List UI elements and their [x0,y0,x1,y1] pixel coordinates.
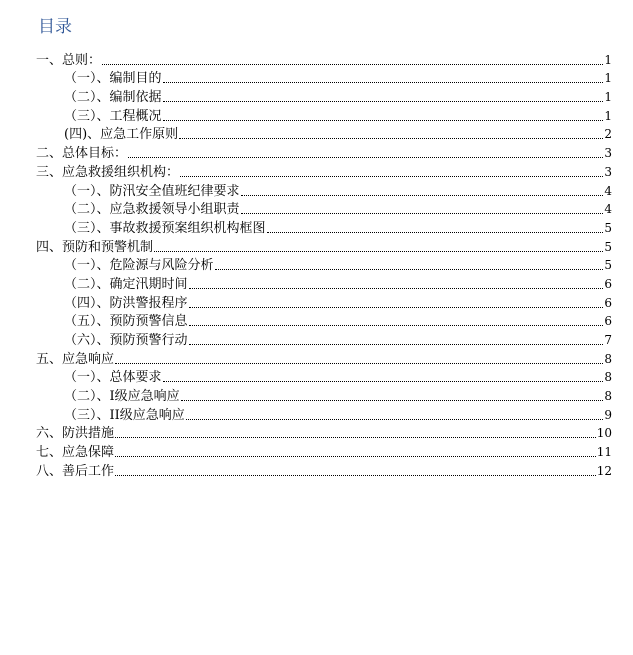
toc-entry-label: （一）、危险源与风险分析 [64,258,214,274]
dot-leader [163,82,604,83]
dot-leader [189,325,604,326]
toc-entry-label: （三）、II级应急响应 [64,407,185,423]
toc-entry-page-number: 3 [604,146,612,161]
dot-leader [189,307,604,308]
toc-entry-page-number: 6 [604,314,612,329]
toc-entry-page-number: 6 [604,295,612,310]
toc-entry-page-number: 1 [604,52,612,67]
dot-leader [215,269,604,270]
toc-entry-label: （五）、预防预警信息 [64,314,188,330]
toc-entry[interactable] [0,86,633,105]
toc-entry-page-number: 2 [604,127,612,142]
toc-entry-page-number: 10 [596,426,612,441]
toc-entry[interactable] [0,292,633,311]
toc-entry-page-number: 5 [604,239,612,254]
toc-entry[interactable] [0,255,633,274]
toc-entry[interactable] [0,199,633,218]
toc-entry-page-number: 9 [604,407,612,422]
dot-leader [189,288,604,289]
toc-entry-label: 七、应急保障 [36,445,115,461]
toc-entry-page-number: 7 [604,333,612,347]
toc-entry-label: （三）、工程概况 [64,108,162,124]
toc-entry-label: 八、善后工作 [36,463,115,479]
dot-leader [163,381,604,382]
toc-entry[interactable] [0,441,633,460]
toc-entry-page-number: 8 [604,389,612,404]
dot-leader [181,400,604,401]
dot-leader [179,138,603,139]
toc-entry-page-number: 1 [604,108,612,123]
toc-entry-label: 三、应急救援组织机构： [36,164,180,180]
toc-entry-page-number: 5 [604,220,612,235]
toc-entry-page-number: 12 [596,463,612,478]
toc-entry-label: 四、预防和预警机制 [36,239,154,255]
toc-entry-page-number: 5 [604,258,612,273]
toc-entry-label: （四）、防洪警报程序 [64,295,188,311]
toc-entry-page-number: 4 [604,202,612,217]
toc-entry-label: （二）、编制依据 [64,90,162,106]
toc-entry[interactable] [0,367,633,386]
toc-entry-page-number: 8 [604,370,612,385]
dot-leader [241,213,604,214]
toc-entry-page-number: 8 [604,351,612,366]
toc-entry-label: （二）、I级应急响应 [64,389,180,405]
dot-leader [128,157,603,158]
toc-entry[interactable] [0,348,633,367]
dot-leader [189,344,604,345]
dot-leader [102,64,603,65]
toc-entry[interactable] [0,161,633,180]
toc-entry-label: （一）、总体要求 [64,370,162,386]
dot-leader [180,176,603,177]
toc-entry-label: 六、防洪措施 [36,426,115,442]
dot-leader [115,456,596,457]
toc-entry-label: （二）、确定汛期时间 [64,276,188,292]
toc-entry-label: 五、应急响应 [36,351,115,367]
dot-leader [163,120,604,121]
dot-leader [154,251,603,252]
toc-entry[interactable] [0,142,633,161]
toc-entry[interactable] [0,404,633,423]
toc-entry[interactable] [0,217,633,236]
toc-entry-label: （一）、防汛安全值班纪律要求 [64,183,240,199]
toc-entry[interactable] [0,329,633,348]
table-of-contents [0,49,633,479]
dot-leader [115,363,603,364]
toc-entry-label: （三）、事故救援预案组织机构框图 [64,220,266,236]
dot-leader [115,437,596,438]
dot-leader [163,101,604,102]
toc-entry[interactable] [0,180,633,199]
dot-leader [115,475,596,476]
toc-entry-page-number: 1 [604,71,612,86]
dot-leader [186,419,604,420]
toc-entry[interactable] [0,105,633,124]
toc-entry-label: 二、总体目标： [36,146,128,162]
toc-entry[interactable] [0,460,633,479]
toc-entry[interactable] [0,423,633,442]
toc-entry-label: （一）、编制目的 [64,71,162,87]
toc-entry-page-number: 6 [604,276,612,291]
toc-entry[interactable] [0,273,633,292]
toc-entry[interactable] [0,49,633,68]
toc-entry-label: 一、总则： [36,52,102,68]
toc-entry[interactable] [0,124,633,143]
toc-entry-page-number: 4 [604,183,612,198]
toc-entry[interactable] [0,68,633,87]
toc-entry[interactable] [0,311,633,330]
dot-leader [241,195,604,196]
toc-entry-label: （二）、应急救援领导小组职责 [64,202,240,218]
toc-entry[interactable] [0,385,633,404]
toc-entry-page-number: 11 [596,445,612,460]
dot-leader [267,232,604,233]
toc-entry-label: (四)、应急工作原则 [64,127,179,143]
toc-entry-page-number: 1 [604,90,612,105]
toc-entry-page-number: 3 [604,164,612,179]
toc-entry-label: （六）、预防预警行动 [64,333,188,348]
toc-title: 目录 [38,17,72,37]
toc-entry[interactable] [0,236,633,255]
